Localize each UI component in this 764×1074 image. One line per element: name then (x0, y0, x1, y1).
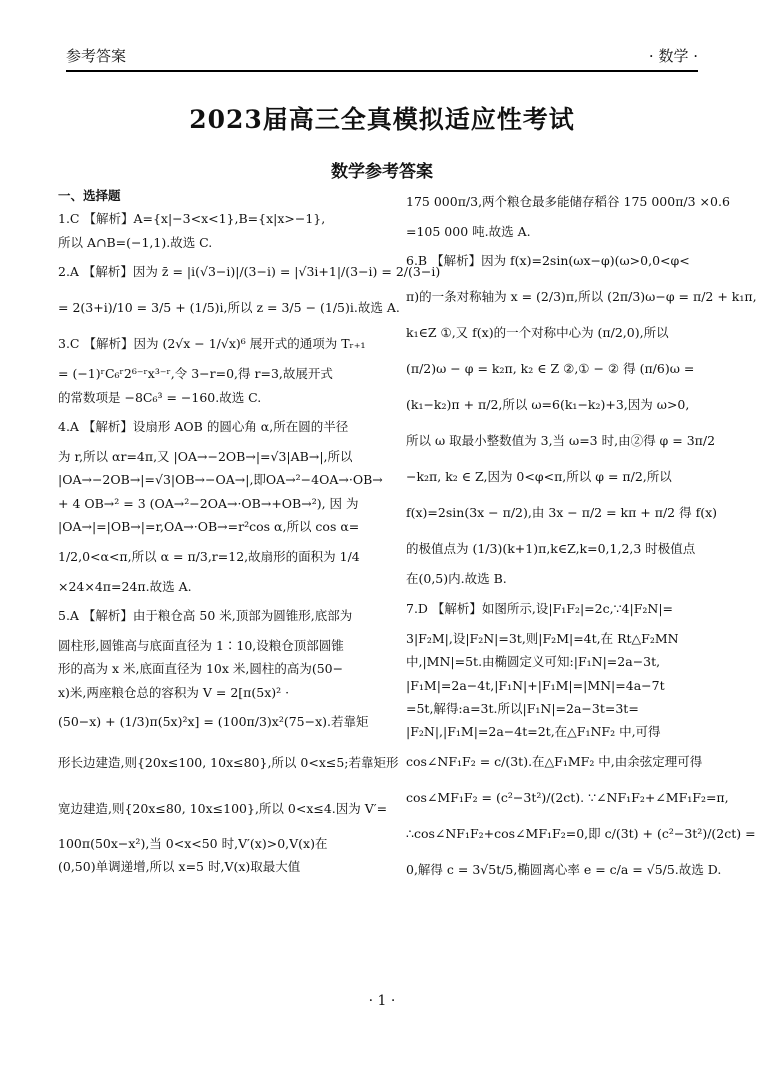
text-line: 175 000π/3,两个粮仓最多能储存稻谷 175 000π/3 ×0.6 (406, 194, 730, 209)
text-line: |OA→|=|OB→|=r,OA→·OB→=r²cos α,所以 cos α= (58, 519, 360, 535)
text-line: 3.C 【解析】因为 (2√x − 1/√x)⁶ 展开式的通项为 Tᵣ₊₁ (58, 336, 366, 352)
text-line: =105 000 吨.故选 A. (406, 224, 531, 239)
text-line: |OA→−2OB→|=√3|OB→−OA→|,即OA→²−4OA→·OB→ (58, 472, 383, 488)
text-line: =5t,解得:a=3t.所以|F₁N|=2a−3t=3t= (406, 700, 639, 716)
right-column (406, 184, 757, 888)
text-line: 圆柱形,圆锥高与底面直径为 1∶10,设粮仓顶部圆锥 (58, 637, 344, 653)
text-line: (π/2)ω − φ = k₂π, k₂ ∈ Z ②,① − ② 得 (π/6)ω = (406, 361, 695, 377)
text-line: 0,解得 c = 3√5t/5,椭圆离心率 e = c/a = √5/5.故选 D. (406, 861, 722, 877)
text-line: (k₁−k₂)π + π/2,所以 ω=6(k₁−k₂)+3,因为 ω>0, (406, 397, 690, 413)
header-label: 参考答案 (66, 47, 127, 65)
text-line: 1.C 【解析】A={x|−3<x<1},B={x|x>−1}, (58, 211, 326, 227)
text-line: (50−x) + (1/3)π(5x)²x] = (100π/3)x²(75−x).若靠矩 (58, 714, 369, 730)
section-heading: 一、选择题 (58, 188, 121, 203)
text-line: f(x)=2sin(3x − π/2),由 3x − π/2 = kπ + π/2 得 f(x) (406, 505, 718, 521)
text-line: |F₂N|,|F₁M|=2a−4t=2t,在△F₁NF₂ 中,可得 (406, 724, 661, 740)
text-line: = (−1)ʳC₆ʳ2⁶⁻ʳx³⁻ʳ,令 3−r=0,得 r=3,故展开式 (58, 366, 333, 382)
text-line: = 2(3+i)/10 = 3/5 + (1/5)i,所以 z = 3/5 − (1/5)i.故选 A. (58, 300, 400, 316)
text-line: 形的高为 x 米,底面直径为 10x 米,圆柱的高为(50− (58, 661, 344, 677)
text-line: π)的一条对称轴为 x = (2/3)π,所以 (2π/3)ω−φ = π/2 + k₁π, (406, 289, 757, 305)
text-line: 100π(50x−x²),当 0<x<50 时,V′(x)>0,V(x)在 (58, 836, 328, 852)
text-line: 的常数项是 −8C₆³ = −160.故选 C. (58, 389, 262, 405)
text-line: 中,|MN|=5t.由椭圆定义可知:|F₁N|=2a−3t, (406, 654, 661, 670)
text-line: 1/2,0<α<π,所以 α = π/3,r=12,故扇形的面积为 1/4 (58, 548, 360, 564)
text-line: k₁∈Z ①,又 f(x)的一个对称中心为 (π/2,0),所以 (406, 325, 669, 341)
text-line: 2.A 【解析】因为 z̄ = |i(√3−i)|/(3−i) = |√3i+1|/(3−i) = 2/(3−i) (58, 264, 441, 280)
subject-label: · 数学 · (648, 47, 698, 65)
text-line: 所以 ω 取最小整数值为 3,当 ω=3 时,由②得 φ = 3π/2 (406, 433, 716, 449)
text-line: 6.B 【解析】因为 f(x)=2sin(ωx−φ)(ω>0,0<φ< (406, 253, 690, 269)
text-line: 的极值点为 (1/3)(k+1)π,k∈Z,k=0,1,2,3 时极值点 (406, 541, 696, 557)
text-line: + 4 OB→² = 3 (OA→²−2OA→·OB→+OB→²), 因 为 (58, 495, 359, 511)
page-number: · 1 · (368, 993, 396, 1009)
text-line: ×24×4π=24π.故选 A. (58, 578, 192, 594)
text-line: 为 r,所以 αr=4π,又 |OA→−2OB→|=√3|AB→|,所以 (58, 448, 353, 464)
text-line: 宽边建造,则{20x≤80, 10x≤100},所以 0<x≤4.因为 V′= (58, 801, 388, 817)
text-line: 3|F₂M|,设|F₂N|=3t,则|F₂M|=4t,在 Rt△F₂MN (406, 630, 679, 646)
text-line: −k₂π, k₂ ∈ Z,因为 0<φ<π,所以 φ = π/2,所以 (406, 469, 672, 485)
text-line: cos∠NF₁F₂ = c/(3t).在△F₁MF₂ 中,由余弦定理可得 (406, 753, 703, 769)
page-header (66, 44, 698, 72)
text-line: 5.A 【解析】由于粮仓高 50 米,顶部为圆锥形,底部为 (58, 607, 353, 623)
text-line: |F₁M|=2a−4t,|F₁N|+|F₁M|=|MN|=4a−7t (406, 677, 665, 693)
text-line: 形长边建造,则{20x≤100, 10x≤80},所以 0<x≤5;若靠矩形 (58, 755, 399, 771)
answer-key-subtitle: 数学参考答案 (331, 162, 433, 182)
text-line: (0,50)单调递增,所以 x=5 时,V(x)取最大值 (58, 859, 301, 875)
text-line: 在(0,5)内.故选 B. (406, 571, 507, 587)
left-column (58, 184, 441, 879)
text-line: 4.A 【解析】设扇形 AOB 的圆心角 α,所在圆的半径 (58, 418, 349, 434)
text-line: 所以 A∩B=(−1,1).故选 C. (58, 234, 213, 250)
text-line: ∴cos∠NF₁F₂+cos∠MF₁F₂=0,即 c/(3t) + (c²−3t²)/(2ct) = (406, 825, 756, 841)
text-line: cos∠MF₁F₂ = (c²−3t²)/(2ct). ∵∠NF₁F₂+∠MF₁F₂=π, (406, 789, 729, 805)
exam-title: 2023届高三全真模拟适应性考试 (189, 105, 575, 134)
text-line: 7.D 【解析】如图所示,设|F₁F₂|=2c,∵4|F₂N|= (406, 600, 674, 616)
text-line: x)米,两座粮仓总的容积为 V = 2[π(5x)² · (58, 684, 290, 700)
